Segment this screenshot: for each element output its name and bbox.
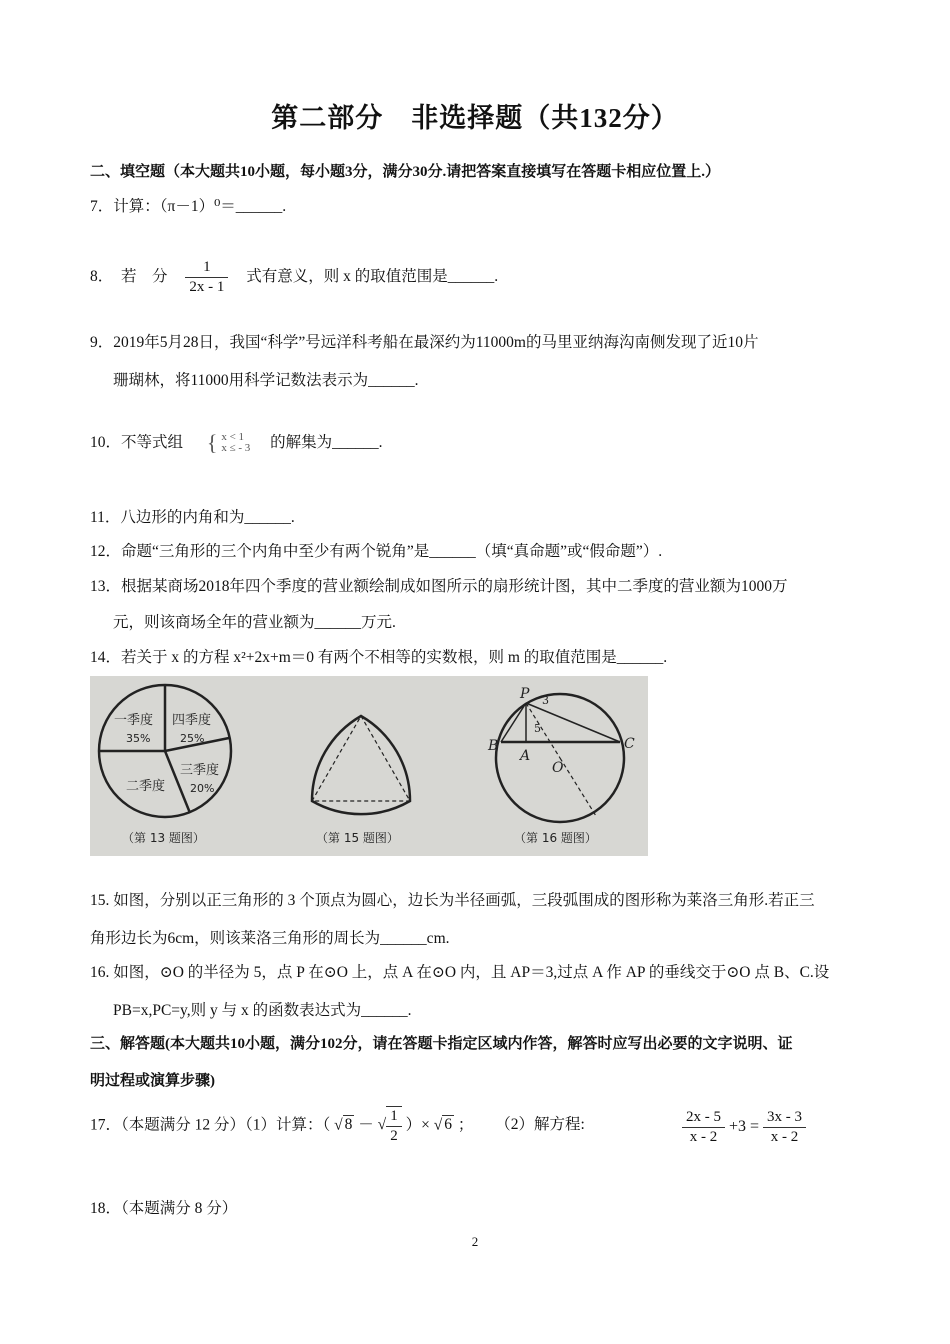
- question-9-line2: 珊瑚林，将11000用科学记数法表示为______.: [113, 372, 419, 389]
- question-9-line1: 9．2019年5月28日，我国“科学”号远洋科考船在最深约为11000m的马里亚纳海沟南侧发现了近10片: [90, 334, 759, 351]
- pie-label-q2: 二季度: [126, 779, 166, 794]
- pie-label-q1: 一季度: [114, 713, 154, 728]
- question-8: [90, 258, 498, 297]
- question-13-line1: 13．根据某商场2018年四个季度的营业额绘制成如图所示的扇形统计图，其中二季度的营业额为1000万: [90, 578, 788, 595]
- q17-times: ）×: [405, 1116, 430, 1134]
- label-A: A: [520, 748, 531, 764]
- q10-ineq-1: x < 1: [221, 431, 245, 444]
- pie-value-q4: 25%: [180, 732, 205, 745]
- section3-header-line2: 明过程或演算步骤): [90, 1073, 215, 1089]
- q17-sqrt6: √ 6: [433, 1116, 452, 1134]
- q10-ineq-2: x ≤ - 3: [221, 442, 251, 455]
- q17-semicolon: ；: [457, 1116, 474, 1134]
- q8-fraction: [185, 258, 228, 297]
- question-18: 18．（本题满分 8 分）: [90, 1200, 238, 1217]
- label-5: 5: [534, 722, 541, 735]
- pie-divider-bottom: [165, 751, 190, 813]
- diameter-dashed: [560, 758, 596, 816]
- reuleaux-inner-triangle: [312, 716, 410, 801]
- q8-prefix: 8． 若 分: [90, 267, 168, 285]
- question-13-line2: 元，则该商场全年的营业额为______万元.: [113, 614, 396, 631]
- q17-sqrt8: √ 8: [334, 1116, 353, 1134]
- q10-prefix: 10．不等式组: [90, 434, 184, 451]
- q17-eq-right: $\frac{3x - 3}{x - 2}$: [763, 1108, 806, 1147]
- segment-PO: [526, 703, 560, 758]
- q10-suffix: 的解集为______.: [270, 434, 383, 451]
- pie-value-q3: 20%: [190, 782, 215, 795]
- figures-svg: [90, 676, 648, 856]
- question-12: 12．命题“三角形的三个内角中至少有两个锐角”是______（填“真命题”或“假命题”）.: [90, 543, 663, 560]
- q17-equation: [682, 1108, 806, 1147]
- section2-header: 二、填空题（本大题共10小题，每小题3分，满分30分.请把答案直接填写在答题卡相应位置上.）: [90, 164, 721, 180]
- question-16-line1: 16. 如图，⊙O 的半径为 5，点 P 在⊙O 上，点 A 在⊙O 内，且 AP＝3,过点 A 作 AP 的垂线交于⊙O 点 B、C.设: [90, 964, 830, 981]
- brace-icon: {: [206, 430, 218, 456]
- pie-label-q3: 三季度: [180, 763, 220, 778]
- q8-frac-den: 2x - 1: [185, 277, 228, 297]
- figure-photo: [90, 676, 648, 856]
- section3-header-line1: 三、解答题(本大题共10小题，满分102分，请在答题卡指定区域内作答，解答时应写出必要的文字说明、证: [90, 1036, 793, 1052]
- q10-system: [221, 432, 250, 454]
- pie-label-q4: 四季度: [172, 713, 212, 728]
- label-P: P: [520, 686, 530, 702]
- label-3: 3: [542, 694, 549, 707]
- page-number: 2: [471, 1234, 479, 1249]
- reuleaux-arcs: [312, 716, 410, 814]
- label-B: B: [488, 738, 499, 754]
- q17-eq-left: $\frac{2x - 5}{x - 2}$: [682, 1108, 725, 1147]
- q17-minus: －: [358, 1116, 374, 1134]
- pie-chart-fig13: [99, 685, 231, 817]
- caption-fig15: （第 15 题图）: [316, 831, 399, 845]
- reuleaux-fig15: [312, 716, 410, 814]
- q8-suffix: 式有意义，则 x 的取值范围是______.: [246, 267, 499, 285]
- question-15-line2: 角形边长为6cm，则该莱洛三角形的周长为______cm.: [90, 930, 450, 947]
- circle-fig16: [496, 694, 624, 822]
- label-C: C: [624, 736, 635, 752]
- q17-sqrt-half: √ $\frac{1}{2}$: [378, 1116, 402, 1133]
- q8-frac-num: 1: [203, 259, 211, 275]
- q17-part2: （2）解方程:: [495, 1116, 585, 1134]
- question-14: 14．若关于 x 的方程 x²+2x+m＝0 有两个不相等的实数根，则 m 的取值范围是______.: [90, 649, 668, 666]
- question-7: 7．计算：（π－1）⁰＝______.: [90, 198, 287, 215]
- question-15-line1: 15. 如图，分别以正三角形的 3 个顶点为圆心，边长为半径画弧，三段弧围成的图形称为莱洛三角形.若正三: [90, 892, 815, 909]
- page-title: 第二部分 非选择题（共132分）: [271, 103, 679, 133]
- question-11: 11．八边形的内角和为______.: [90, 509, 295, 526]
- segment-PB: [501, 703, 526, 742]
- question-16-line2: PB=x,PC=y,则 y 与 x 的函数表达式为______.: [113, 1002, 412, 1019]
- question-10: [90, 430, 383, 456]
- caption-fig13: （第 13 题图）: [122, 831, 205, 845]
- q17-eq-plus: +3 =: [729, 1117, 760, 1135]
- caption-fig16: （第 16 题图）: [514, 831, 597, 845]
- pie-value-q1: 35%: [126, 732, 151, 745]
- label-O: O: [552, 760, 564, 776]
- q17-prefix: 17．（本题满分 12 分）（1）计算：（: [90, 1116, 331, 1134]
- question-17: [90, 1106, 585, 1146]
